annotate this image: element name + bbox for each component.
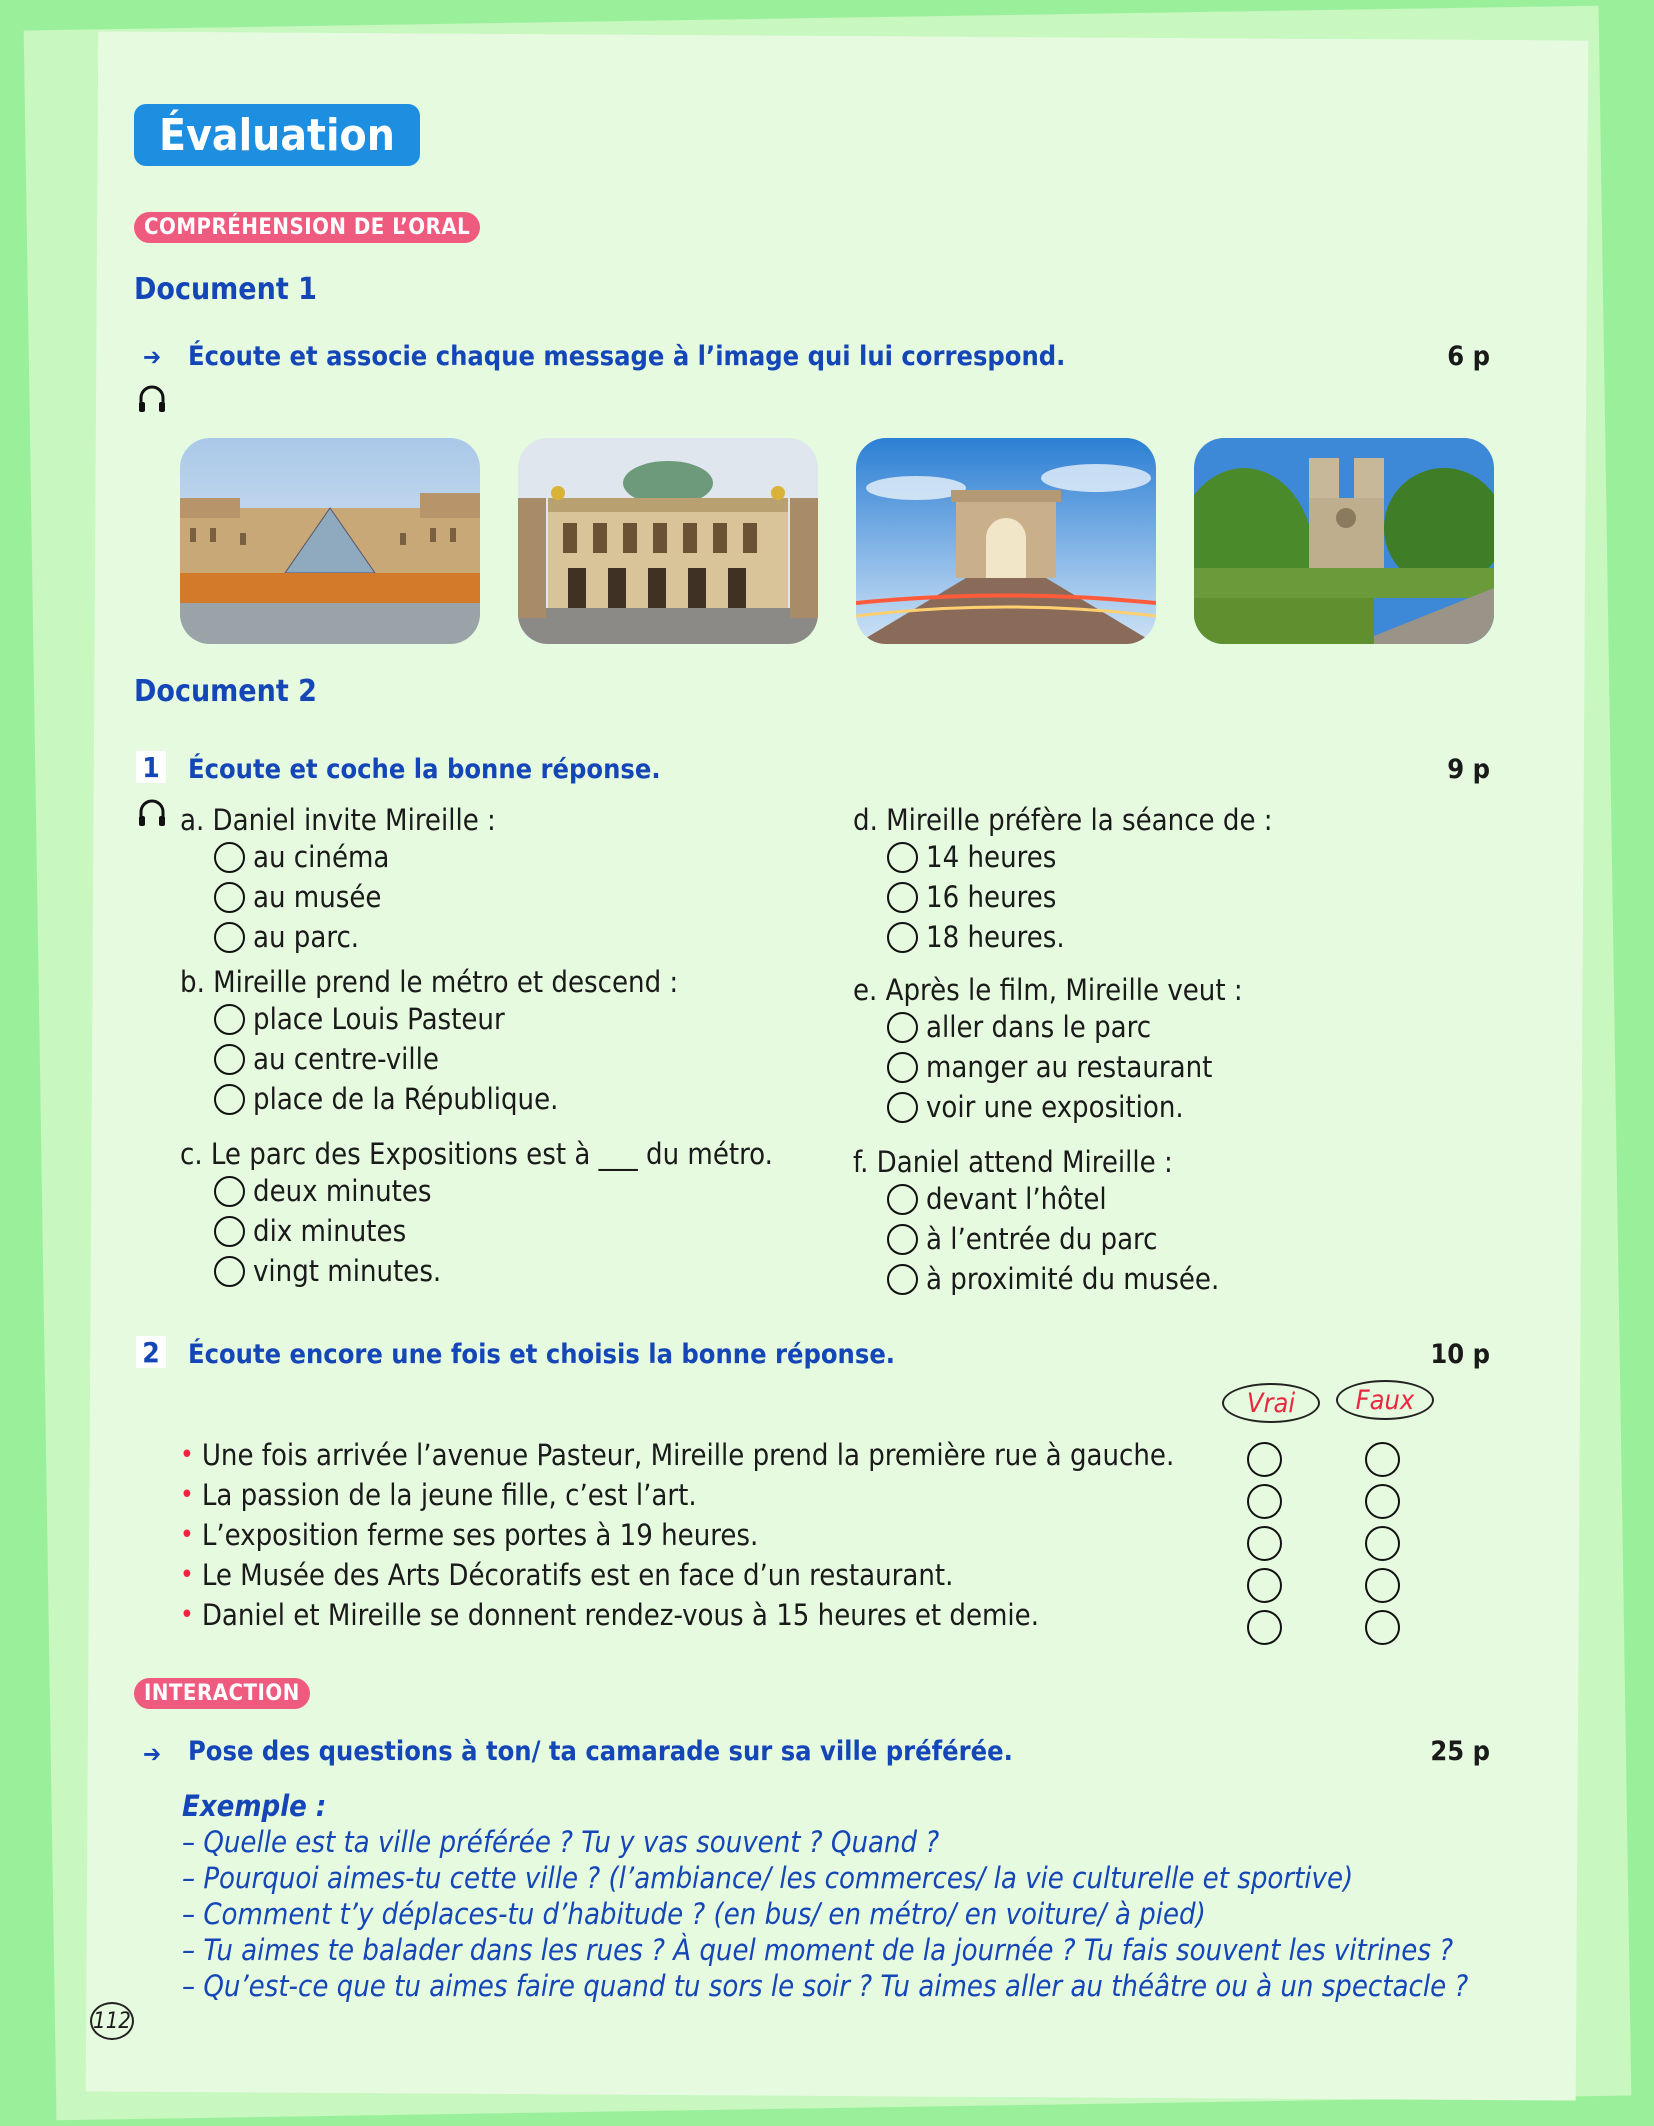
option[interactable]: au parc. [214,917,496,957]
true-circle[interactable] [1247,1526,1282,1561]
false-circle[interactable] [1365,1442,1400,1477]
page-title: Évaluation [134,104,420,166]
false-checkboxes [1365,1442,1400,1645]
question-text: c. Le parc des Expositions est à ___ du métro. [180,1137,773,1171]
exercise-1-number: 1 [136,751,166,783]
photo-arc-de-triomphe [856,438,1156,644]
radio-circle[interactable] [887,882,918,913]
photo-opera [518,438,818,644]
statements-list [180,1435,1174,1635]
headphones-icon [136,382,168,418]
arrow-icon: ➔ [143,343,162,371]
option[interactable]: 14 heures [887,837,1273,877]
headphones-icon [136,796,168,832]
question-text: f. Daniel attend Mireille : [853,1145,1173,1179]
false-circle[interactable] [1365,1484,1400,1519]
exercise-2-number: 2 [136,1336,166,1368]
example-line: – Tu aimes te balader dans les rues ? À quel moment de la journée ? Tu fais souvent les vitrines ? [182,1933,1454,1967]
question-d [853,803,1273,957]
exercise-2-points: 10 p [1430,1339,1490,1370]
option[interactable]: au centre-ville [214,1039,678,1079]
true-checkboxes [1247,1442,1282,1645]
radio-circle[interactable] [887,922,918,953]
option[interactable]: au cinéma [214,837,496,877]
radio-circle[interactable] [887,1184,918,1215]
question-text: a. Daniel invite Mireille : [180,803,496,837]
example-line: – Comment t’y déplaces-tu d’habitude ? (en bus/ en métro/ en voiture/ à pied) [182,1897,1206,1931]
false-circle[interactable] [1365,1526,1400,1561]
question-e [853,973,1243,1127]
radio-circle[interactable] [214,882,245,913]
question-text: b. Mireille prend le métro et descend : [180,965,679,999]
question-f [853,1145,1219,1299]
photo-louvre [180,438,480,644]
question-c [180,1137,773,1291]
false-circle[interactable] [1365,1610,1400,1645]
statement: • Une fois arrivée l’avenue Pasteur, Mireille prend la première rue à gauche. [180,1438,1175,1472]
option[interactable]: place Louis Pasteur [214,999,678,1039]
question-text: e. Après le film, Mireille veut : [853,973,1243,1007]
true-column-label: Vrai [1222,1383,1320,1423]
question-b [180,965,678,1119]
example-line: – Qu’est-ce que tu aimes faire quand tu sors le soir ? Tu aimes aller au théâtre ou à un spectacle ? [182,1969,1469,2003]
option[interactable]: deux minutes [214,1171,773,1211]
statement: • Le Musée des Arts Décoratifs est en face d’un restaurant. [180,1558,954,1592]
radio-circle[interactable] [214,1004,245,1035]
true-circle[interactable] [1247,1484,1282,1519]
section-oral-label: COMPRÉHENSION DE L’ORAL [134,212,480,243]
example-title: Exemple : [182,1789,327,1823]
radio-circle[interactable] [214,1216,245,1247]
example-line: – Quelle est ta ville préférée ? Tu y vas souvent ? Quand ? [182,1825,940,1859]
example-line: – Pourquoi aimes-tu cette ville ? (l’ambiance/ les commerces/ la vie culturelle et sportive) [182,1861,1354,1895]
radio-circle[interactable] [214,1044,245,1075]
option[interactable]: 16 heures [887,877,1273,917]
option[interactable]: au musée [214,877,496,917]
document-1-points: 6 p [1447,341,1490,372]
document-1-instruction: Écoute et associe chaque message à l’image qui lui correspond. [188,341,1066,372]
page-number: 112 [90,2002,134,2040]
radio-circle[interactable] [887,1052,918,1083]
radio-circle[interactable] [214,1176,245,1207]
option[interactable]: aller dans le parc [887,1007,1243,1047]
radio-circle[interactable] [887,1264,918,1295]
option[interactable]: à l’entrée du parc [887,1219,1219,1259]
question-text: d. Mireille préfère la séance de : [853,803,1273,837]
exercise-1-points: 9 p [1447,754,1490,785]
radio-circle[interactable] [214,922,245,953]
photo-notre-dame [1194,438,1494,644]
true-circle[interactable] [1247,1610,1282,1645]
radio-circle[interactable] [887,1224,918,1255]
interaction-points: 25 p [1430,1736,1490,1767]
radio-circle[interactable] [887,842,918,873]
option[interactable]: manger au restaurant [887,1047,1243,1087]
exercise-2-instruction: Écoute encore une fois et choisis la bonne réponse. [188,1339,896,1370]
radio-circle[interactable] [887,1092,918,1123]
option[interactable]: devant l’hôtel [887,1179,1219,1219]
exercise-1-instruction: Écoute et coche la bonne réponse. [188,754,661,785]
radio-circle[interactable] [214,842,245,873]
radio-circle[interactable] [887,1012,918,1043]
option[interactable]: vingt minutes. [214,1251,773,1291]
option[interactable]: voir une exposition. [887,1087,1243,1127]
section-interaction-label: INTERACTION [134,1678,310,1709]
true-circle[interactable] [1247,1568,1282,1603]
false-circle[interactable] [1365,1568,1400,1603]
statement: • La passion de la jeune fille, c’est l’art. [180,1478,697,1512]
radio-circle[interactable] [214,1256,245,1287]
true-circle[interactable] [1247,1442,1282,1477]
question-a [180,803,496,957]
option[interactable]: 18 heures. [887,917,1273,957]
radio-circle[interactable] [214,1084,245,1115]
statement: • L’exposition ferme ses portes à 19 heures. [180,1518,759,1552]
option[interactable]: à proximité du musée. [887,1259,1219,1299]
document-2-title: Document 2 [134,674,317,709]
arrow-icon: ➔ [143,1740,162,1768]
option[interactable]: place de la République. [214,1079,678,1119]
false-column-label: Faux [1336,1380,1434,1420]
interaction-instruction: Pose des questions à ton/ ta camarade sur sa ville préférée. [188,1736,1013,1767]
statement: • Daniel et Mireille se donnent rendez-vous à 15 heures et demie. [180,1598,1040,1632]
option[interactable]: dix minutes [214,1211,773,1251]
document-1-title: Document 1 [134,272,317,307]
